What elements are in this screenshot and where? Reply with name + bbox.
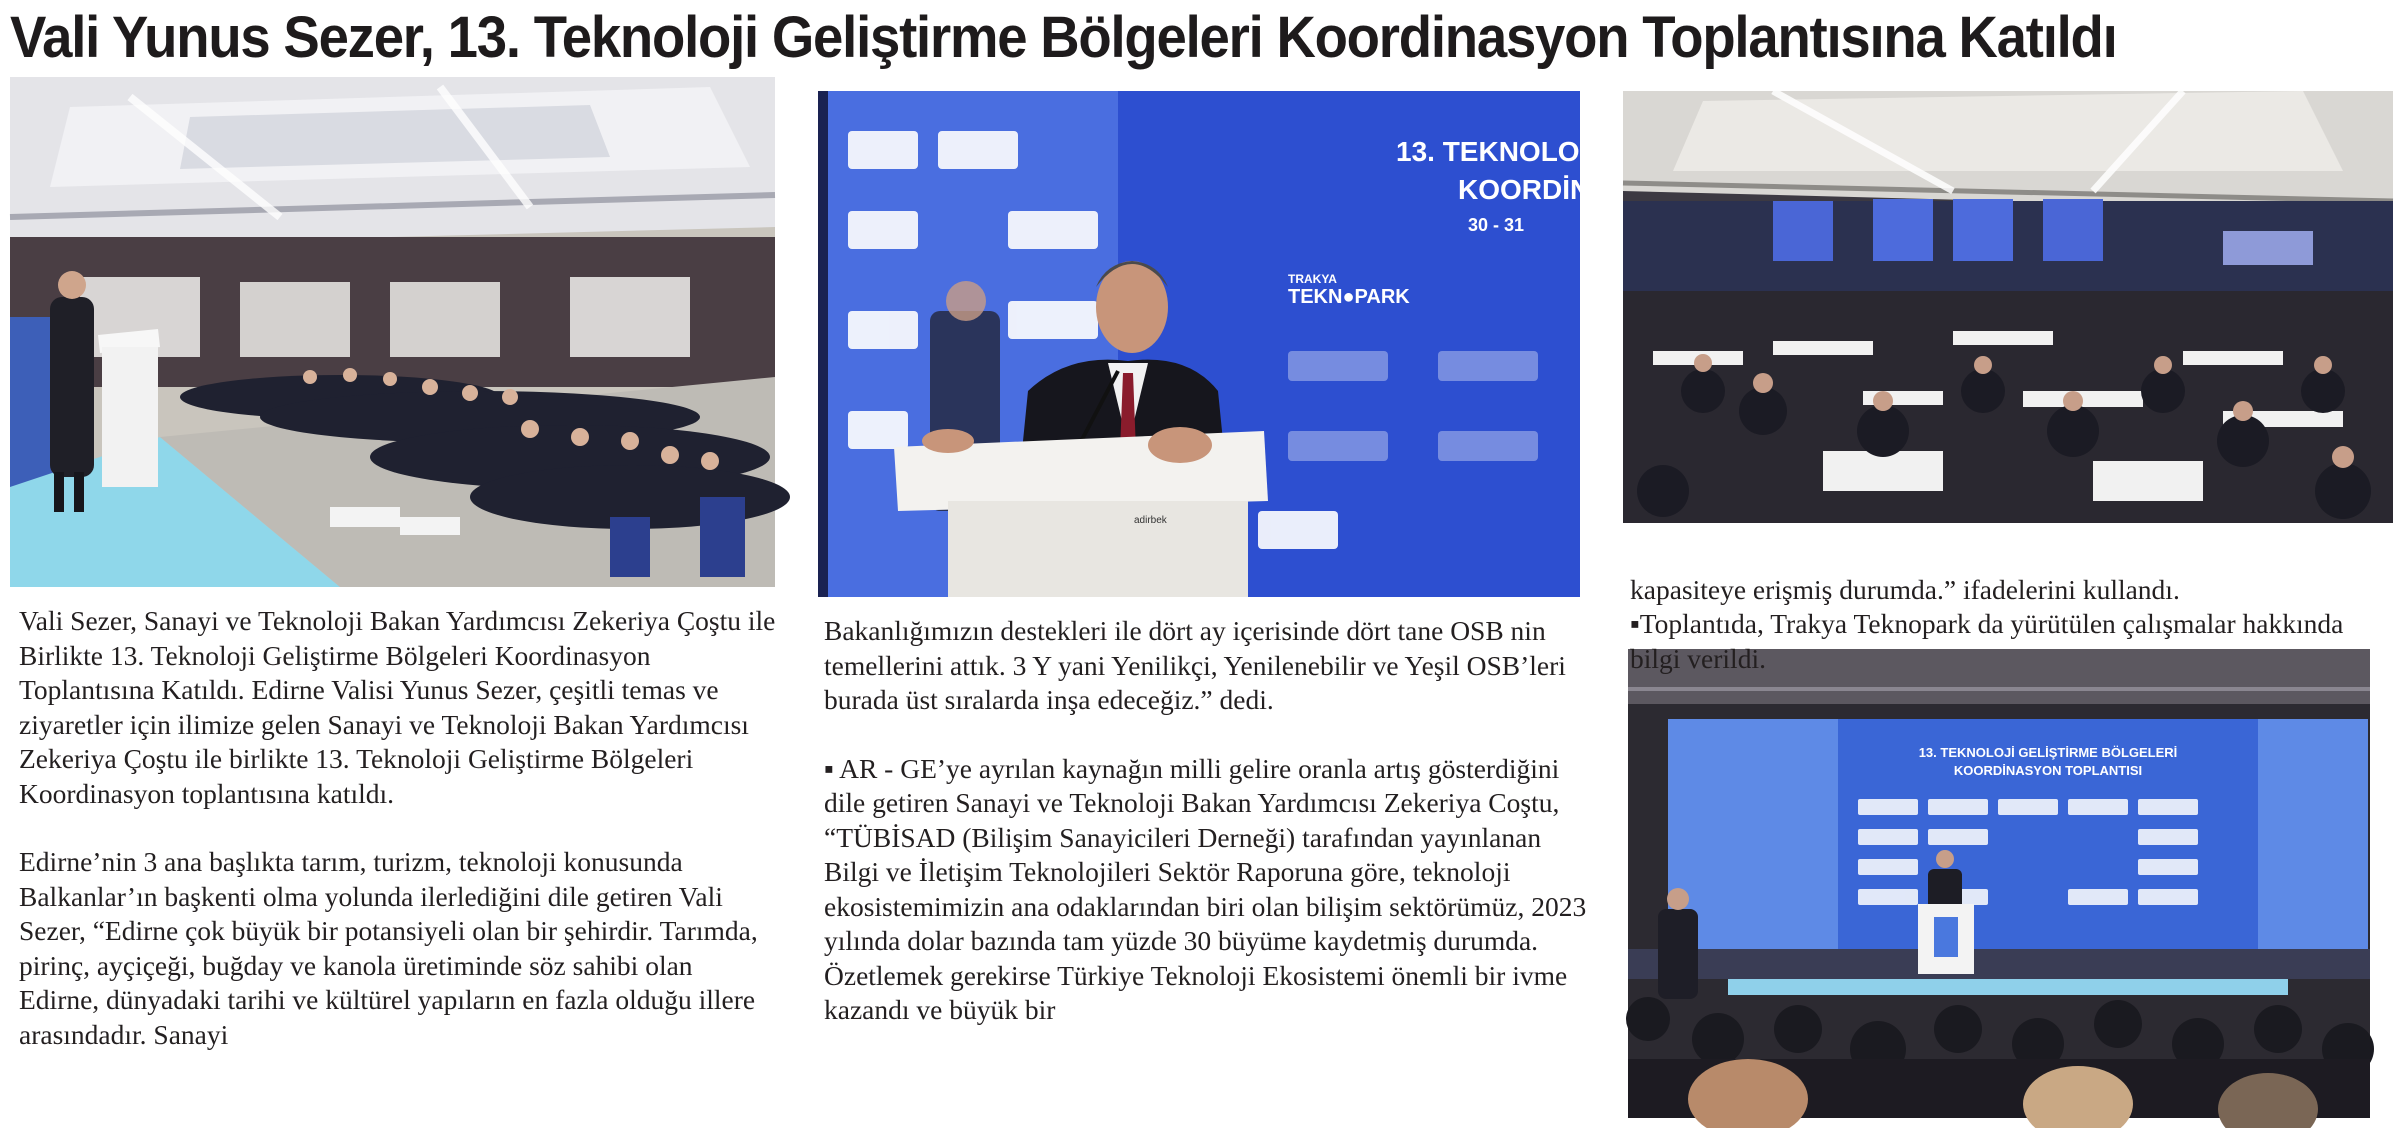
slide-title-line2: KOORDİN [1458, 174, 1591, 205]
article-column-2 [824, 614, 1594, 1028]
col2-paragraph-1: Bakanlığımızın destekleri ile dört ay içerisinde dört tane OSB nin temellerini attık. 3 Y yani Yenilikçi, Yenilenebilir ve Yeşil OSB’leri burada üst sıralarda inşa edeceğiz.” dedi. [824, 615, 1566, 715]
wide-slide-title-line1: 13. TEKNOLOJİ GELİŞTİRME BÖLGELERİ [1918, 745, 2178, 760]
slide-brand-top: TRAKYA [1288, 272, 1337, 286]
article-column-3 [1630, 538, 2390, 711]
col1-paragraph-2: Edirne’nin 3 ana başlıkta tarım, turizm, teknoloji konusunda Balkanlar’ın başkenti olma yolunda ilerlediğini dile getiren Vali Sezer, “Edirne çok büyük bir potansiyeli olan bir şehirdir. Tarımda, pirinç, ayçiçeği, buğday ve kanola üretiminde söz sahibi olan Edirne, dünyadaki tarihi ve kültürel yapıların en fazla olduğu illere arasındadır. Sanayi [19, 846, 758, 1050]
photo-governor-speech [10, 77, 775, 587]
wide-slide-title-line2: KOORDİNASYON TOPLANTISI [1953, 763, 2143, 778]
col3-paragraph-1: kapasiteye erişmiş durumda.” ifadelerini kullandı. ▪Toplantıda, Trakya Teknopark da yürütülen çalışmalar hakkında bilgi verildi. [1630, 573, 2344, 674]
slide-title-line1: 13. TEKNOLOJİ [1396, 136, 1603, 167]
slide-brand-bottom: TEKN●PARK [1288, 286, 1410, 308]
article-column-1 [19, 604, 779, 1052]
podium-label: adirbek [1134, 515, 1167, 526]
photo-conference-wide [1628, 649, 2370, 1118]
slide-date: 30 - 31 [1468, 215, 1525, 235]
article-headline: Vali Yunus Sezer, 13. Teknoloji Geliştirme Bölgeleri Koordinasyon Toplantısına Katıldı [10, 5, 2117, 70]
photo-hall-overview [1623, 91, 2393, 523]
col2-paragraph-2: ▪ AR - GE’ye ayrılan kaynağın milli gelire oranla artış gösterdiğini dile getiren Sanayi ve Teknoloji Bakan Yardımcısı Zekeriya Coştu, “TÜBİSAD (Bilişim Sanayicileri Derneği) tarafından yayınlanan Bilgi ve İletişim Teknolojileri Sektör Raporuna göre, teknoloji ekosistemimizin ana odaklarından biri olan bilişim sektörümüz, 2023 yılında dolar bazında tam yüzde 30 büyüme kaydetmiş durumda. Özetlemek gerekirse Türkiye Teknoloji Ekosistemi önemli bir ivme kazandı ve büyük bir [824, 752, 1587, 1025]
col1-paragraph-1: Vali Sezer, Sanayi ve Teknoloji Bakan Yardımcısı Zekeriya Çoştu ile Birlikte 13. Teknoloji Geliştirme Bölgeleri Koordinasyon Toplantısına Katıldı. Edirne Valisi Yunus Sezer, çeşitli temas ve ziyaretler için ilimize gelen Sanayi ve Teknoloji Bakan Yardımcısı Zekeriya Çoştu ile birlikte 13. Teknoloji Geliştirme Bölgeleri Koordinasyon toplantısına katıldı. [19, 605, 776, 809]
photo-deputy-minister-speech [818, 91, 1603, 597]
